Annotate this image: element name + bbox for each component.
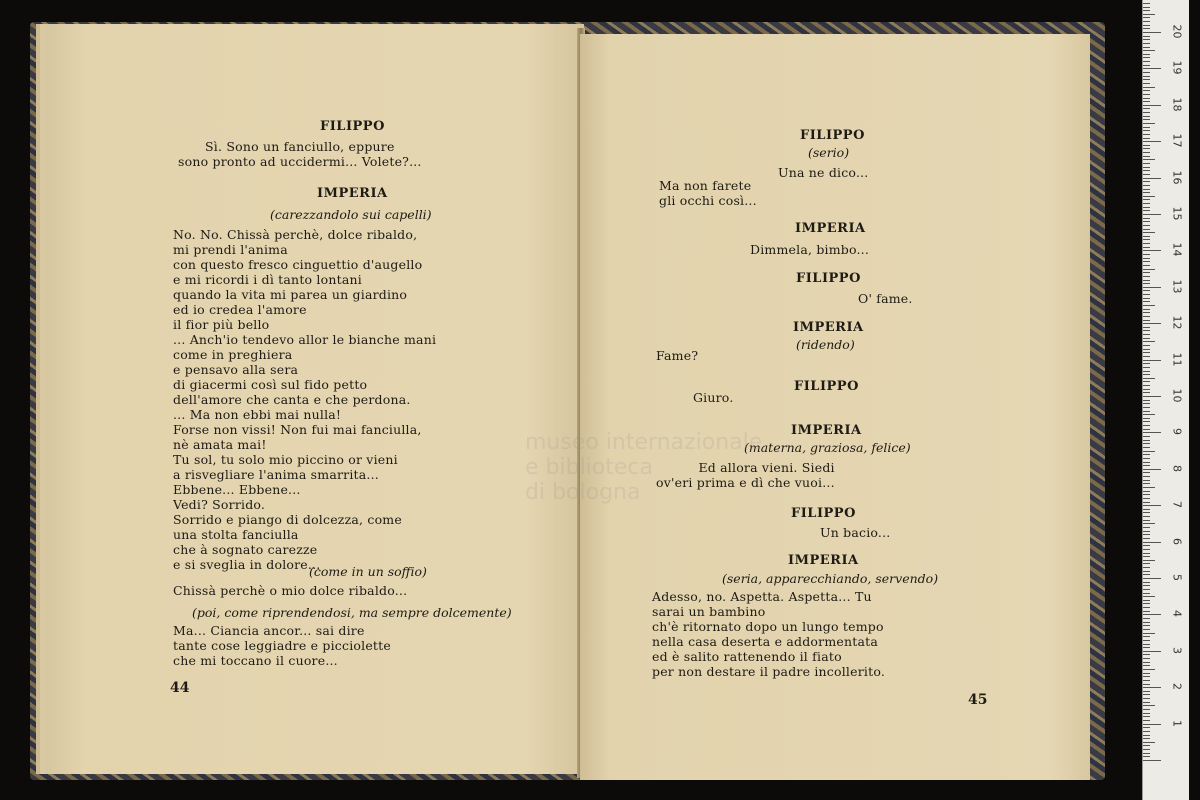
ruler-tick [1143,207,1150,208]
ruler-tick [1143,145,1150,146]
ruler-tick [1143,61,1150,62]
ruler-tick [1143,698,1150,699]
ruler-tick [1143,443,1150,444]
ruler-tick [1143,684,1150,685]
ruler-number: 4 [1170,610,1184,618]
ruler-tick [1143,167,1150,168]
ruler-tick [1143,385,1150,386]
speaker-heading: IMPERIA [795,221,866,236]
ruler-tick [1143,716,1150,717]
ruler-tick [1143,491,1150,492]
ruler-number: 5 [1170,574,1184,581]
ruler-tick [1143,196,1155,197]
ruler-tick [1143,90,1150,91]
verse-block: Ed allora vieni. Siedi ov'eri prima e dì che vuoi... [656,460,835,490]
ruler-tick [1143,301,1150,302]
ruler-tick [1143,247,1150,248]
ruler-tick [1143,276,1150,277]
ruler-tick [1143,724,1161,725]
ruler-tick [1143,538,1150,539]
ruler-tick [1143,458,1150,459]
ruler-tick [1143,472,1150,473]
ruler-tick [1143,298,1150,299]
ruler-tick [1143,341,1155,342]
ruler-tick [1143,101,1150,102]
ruler-tick [1143,199,1150,200]
speaker-heading: FILIPPO [796,271,861,286]
ruler-tick [1143,447,1150,448]
ruler-tick [1143,440,1150,441]
ruler-tick [1143,214,1161,215]
ruler-tick [1143,745,1150,746]
ruler-tick [1143,14,1155,15]
ruler-tick [1143,294,1150,295]
ruler-tick [1143,269,1155,270]
ruler-tick [1143,287,1161,288]
speaker-heading: FILIPPO [800,128,865,143]
ruler-tick [1143,469,1161,470]
ruler-tick [1143,713,1150,714]
ruler-tick [1143,57,1150,58]
watermark: museo internazionale e biblioteca di bologna [525,430,763,505]
ruler-tick [1143,94,1150,95]
ruler-tick [1143,611,1150,612]
ruler-tick [1143,407,1150,408]
ruler-tick [1143,327,1150,328]
ruler-number: 12 [1170,315,1184,330]
ruler-tick [1143,593,1150,594]
ruler-tick [1143,156,1150,157]
verse-line: Giuro. [693,390,734,405]
ruler-tick [1143,549,1150,550]
stage-direction: (come in un soffio) [309,564,427,579]
ruler-tick [1143,309,1150,310]
speaker-heading: IMPERIA [791,423,862,438]
ruler-number: 3 [1170,646,1184,654]
stage-direction: (serio) [808,145,850,160]
verse-line: O' fame. [858,291,913,306]
verse-block: Adesso, no. Aspetta. Aspetta... Tu sarai un bambino ch'è ritornato dopo un lungo tempo nella casa deserta e addormentata ed è salito rattenendo il fiato per non destare il padre incollerito. [652,589,885,679]
ruler-tick [1143,669,1155,670]
ruler-tick [1143,644,1150,645]
ruler-tick [1143,702,1150,703]
ruler-tick [1143,432,1161,433]
ruler-tick [1143,138,1150,139]
ruler-tick [1143,465,1150,466]
ruler-tick [1143,47,1150,48]
ruler-tick [1143,542,1161,543]
ruler-tick [1143,272,1150,273]
ruler-tick [1143,731,1150,732]
stage-direction: (seria, apparecchiando, servendo) [722,571,939,586]
ruler-tick [1143,330,1150,331]
measuring-ruler [1142,0,1189,800]
ruler-tick [1143,39,1150,40]
ruler-tick [1143,134,1150,135]
ruler-tick [1143,403,1150,404]
ruler-tick [1143,462,1150,463]
ruler-tick [1143,662,1150,663]
verse-block: Ma non farete gli occhi così... [659,178,757,208]
verse-block: Ma... Ciancia ancor... sai dire tante cose leggiadre e picciolette che mi toccano il cuore... [173,623,391,668]
ruler-tick [1143,756,1150,757]
right-page [580,34,1090,780]
ruler-tick [1143,239,1150,240]
ruler-tick [1143,636,1150,637]
ruler-tick [1143,371,1150,372]
ruler-tick [1143,236,1150,237]
ruler-tick [1143,625,1150,626]
ruler-tick [1143,130,1150,131]
ruler-tick [1143,123,1155,124]
ruler-tick [1143,429,1150,430]
ruler-tick [1143,320,1150,321]
ruler-tick [1143,243,1150,244]
ruler-tick [1143,290,1150,291]
ruler-tick [1143,651,1161,652]
ruler-tick [1143,76,1150,77]
ruler-tick [1143,108,1150,109]
verse-line: Chissà perchè o mio dolce ribaldo... [173,583,408,598]
ruler-tick [1143,523,1155,524]
ruler-tick [1143,389,1150,390]
page-number: 44 [170,680,190,696]
ruler-number: 6 [1170,537,1184,545]
ruler-number: 17 [1170,133,1184,148]
ruler-tick [1143,98,1150,99]
ruler-tick [1143,261,1150,262]
ruler-tick [1143,10,1150,11]
ruler-tick [1143,421,1150,422]
ruler-tick [1143,614,1161,615]
ruler-tick [1143,54,1150,55]
ruler-tick [1143,629,1150,630]
ruler-tick [1143,210,1150,211]
ruler-tick [1143,283,1150,284]
ruler-tick [1143,680,1150,681]
ruler-tick [1143,727,1150,728]
ruler-tick [1143,3,1150,4]
ruler-tick [1143,633,1155,634]
ruler-tick [1143,622,1150,623]
speaker-heading: FILIPPO [794,379,859,394]
ruler-tick [1143,498,1150,499]
ruler-tick [1143,760,1161,761]
ruler-tick [1143,312,1150,313]
ruler-tick [1143,163,1150,164]
ruler-tick [1143,509,1150,510]
ruler-tick [1143,334,1150,335]
ruler-tick [1143,600,1150,601]
ruler-tick [1143,305,1155,306]
ruler-tick [1143,527,1150,528]
ruler-tick [1143,392,1150,393]
ruler-tick [1143,65,1150,66]
ruler-tick [1143,141,1161,142]
ruler-tick [1143,483,1150,484]
verse-line: Un bacio... [820,525,891,540]
ruler-tick [1143,116,1150,117]
ruler-tick [1143,494,1150,495]
ruler-tick [1143,742,1155,743]
ruler-tick [1143,480,1150,481]
ruler-tick [1143,607,1150,608]
ruler-tick [1143,654,1150,655]
ruler-tick [1143,556,1150,557]
ruler-number: 2 [1170,683,1184,691]
ruler-tick [1143,414,1155,415]
ruler-tick [1143,32,1161,33]
verse-block: No. No. Chissà perchè, dolce ribaldo, mi prendi l'anima con questo fresco cinguettio d'augello e mi ricordi i dì tanto lontani quando la vita mi parea un giardino ed io credea l'amore il fior più bello ... Anch'io tendevo allor le bianche mani come in preghiera e pensavo alla sera di giacermi così sul fido petto dell'amore che canta e che perdona. ... Ma non ebbi mai nulla! Forse non vissi! Non fui mai fanciulla, nè amata mai! Tu sol, tu solo mio piccino or vieni a risvegliare l'anima smarrita... Ebbene... Ebbene... Vedi? Sorrido. Sorrido e piango di dolcezza, come una stolta fanciulla che à sognato carezze e si sveglia in dolore... [173,227,437,572]
ruler-tick [1143,192,1150,193]
ruler-tick [1143,280,1150,281]
ruler-number: 15 [1170,206,1184,221]
ruler-tick [1143,487,1155,488]
ruler-tick [1143,589,1150,590]
stage-direction: (poi, come riprendendosi, ma sempre dolcemente) [192,605,512,620]
ruler-tick [1143,338,1150,339]
ruler-tick [1143,673,1150,674]
ruler-tick [1143,753,1150,754]
ruler-tick [1143,691,1150,692]
ruler-tick [1143,25,1150,26]
verse-line: Dimmela, bimbo... [750,242,870,257]
ruler-tick [1143,50,1155,51]
ruler-tick [1143,585,1150,586]
ruler-tick [1143,7,1150,8]
ruler-tick [1143,79,1150,80]
ruler-tick [1143,411,1150,412]
ruler-tick [1143,451,1155,452]
ruler-tick [1143,345,1150,346]
ruler-tick [1143,596,1155,597]
ruler-tick [1143,159,1155,160]
ruler-tick [1143,374,1150,375]
ruler-tick [1143,360,1161,361]
ruler-tick [1143,189,1150,190]
ruler-tick [1143,476,1150,477]
ruler-tick [1143,363,1150,364]
stage-direction: (ridendo) [796,337,855,352]
page-number: 45 [968,692,988,708]
ruler-tick [1143,254,1150,255]
ruler-tick [1143,21,1150,22]
left-page [46,24,584,774]
ruler-tick [1143,603,1150,604]
ruler-tick [1143,676,1150,677]
ruler-tick [1143,553,1150,554]
ruler-tick [1143,178,1161,179]
ruler-tick [1143,574,1150,575]
ruler-number: 20 [1170,24,1184,39]
ruler-tick [1143,400,1150,401]
ruler-tick [1143,170,1150,171]
ruler-tick [1143,454,1150,455]
ruler-tick [1143,356,1150,357]
ruler-tick [1143,582,1150,583]
ruler-tick [1143,232,1155,233]
ruler-tick [1143,578,1161,579]
ruler-tick [1143,531,1150,532]
ruler-tick [1143,749,1150,750]
ruler-tick [1143,148,1150,149]
ruler-tick [1143,534,1150,535]
ruler-tick [1143,229,1150,230]
ruler-tick [1143,221,1150,222]
ruler-tick [1143,174,1150,175]
ruler-tick [1143,640,1150,641]
ruler-tick [1143,218,1150,219]
speaker-heading: FILIPPO [320,119,385,134]
ruler-tick [1143,349,1150,350]
ruler-tick [1143,105,1161,106]
ruler-tick [1143,436,1150,437]
ruler-tick [1143,694,1150,695]
ruler-tick [1143,665,1150,666]
ruler-tick [1143,381,1150,382]
ruler-number: 16 [1170,170,1184,185]
ruler-tick [1143,367,1150,368]
ruler-tick [1143,72,1150,73]
ruler-tick [1143,563,1150,564]
ruler-tick [1143,43,1150,44]
ruler-tick [1143,265,1150,266]
ruler-number: 10 [1170,388,1184,403]
ruler-tick [1143,152,1150,153]
ruler-tick [1143,560,1155,561]
ruler-tick [1143,502,1150,503]
stage-direction: (materna, graziosa, felice) [744,440,911,455]
ruler-tick [1143,225,1150,226]
ruler-tick [1143,250,1161,251]
ruler-tick [1143,396,1161,397]
ruler-number: 19 [1170,60,1184,75]
verse-line: Fame? [656,348,699,363]
ruler-tick [1143,87,1155,88]
ruler-tick [1143,720,1150,721]
ruler-number: 14 [1170,242,1184,257]
speaker-heading: FILIPPO [791,506,856,521]
ruler-number: 7 [1170,501,1184,509]
ruler-number: 11 [1170,352,1184,367]
ruler-tick [1143,127,1150,128]
ruler-tick [1143,112,1150,113]
speaker-heading: IMPERIA [317,186,388,201]
ruler-tick [1143,316,1150,317]
ruler-tick [1143,735,1150,736]
ruler-tick [1143,658,1150,659]
stage-direction: (carezzandolo sui capelli) [270,207,432,222]
ruler-tick [1143,378,1155,379]
verse-line: Una ne dico... [778,165,869,180]
ruler-number: 1 [1170,719,1184,727]
ruler-tick [1143,28,1150,29]
ruler-tick [1143,687,1161,688]
ruler-tick [1143,516,1150,517]
ruler-tick [1143,512,1150,513]
ruler-tick [1143,567,1150,568]
ruler-number: 8 [1170,464,1184,472]
ruler-tick [1143,618,1150,619]
ruler-tick [1143,705,1155,706]
ruler-tick [1143,17,1150,18]
speaker-heading: IMPERIA [788,553,859,568]
ruler-tick [1143,203,1150,204]
ruler-tick [1143,181,1150,182]
verse-block: Sì. Sono un fanciullo, eppure sono pronto ad uccidermi... Volete?... [178,139,422,169]
ruler-tick [1143,83,1150,84]
ruler-tick [1143,185,1150,186]
ruler-tick [1143,323,1161,324]
ruler-number: 18 [1170,97,1184,112]
ruler-tick [1143,258,1150,259]
ruler-tick [1143,119,1150,120]
ruler-tick [1143,571,1150,572]
ruler-tick [1143,709,1150,710]
ruler-tick [1143,36,1150,37]
ruler-tick [1143,418,1150,419]
ruler-tick [1143,738,1150,739]
ruler-tick [1143,520,1150,521]
ruler-tick [1143,545,1150,546]
ruler-number: 9 [1170,428,1184,436]
ruler-tick [1143,505,1161,506]
ruler-tick [1143,68,1161,69]
ruler-tick [1143,425,1150,426]
speaker-heading: IMPERIA [793,320,864,335]
ruler-number: 13 [1170,279,1184,294]
ruler-tick [1143,647,1150,648]
ruler-tick [1143,352,1150,353]
